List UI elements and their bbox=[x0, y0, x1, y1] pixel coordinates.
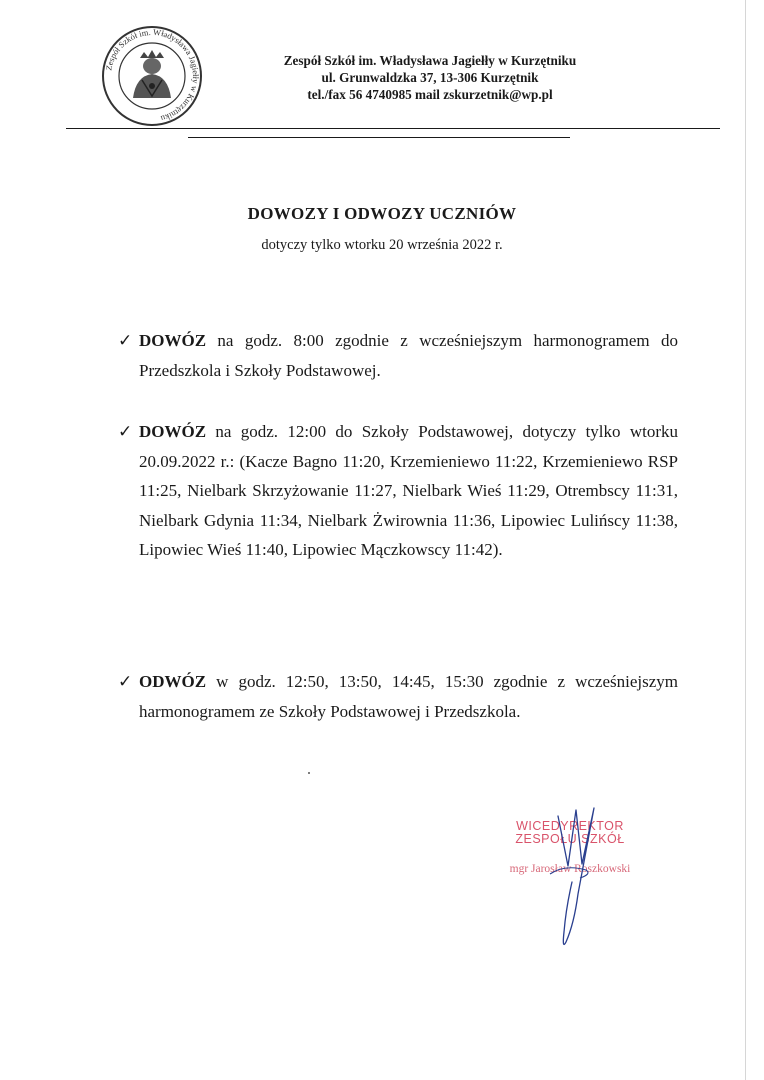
header-rule-short bbox=[188, 137, 570, 138]
item-keyword: DOWÓZ bbox=[139, 422, 207, 441]
handwritten-signature-icon bbox=[520, 804, 620, 954]
school-name: Zespół Szkół im. Władysława Jagiełły w Kurzętniku bbox=[283, 53, 577, 68]
scan-speck bbox=[308, 772, 310, 774]
item-text: w godz. 12:50, 13:50, 14:45, 15:30 zgodnie z wcześniejszym harmonogramem ze Szkoły Podstawowej i Przedszkola. bbox=[139, 672, 678, 721]
stamp-line-school: ZESPOŁU SZKÓŁ bbox=[515, 831, 625, 846]
header-rule-long bbox=[66, 128, 720, 129]
item-keyword: DOWÓZ bbox=[139, 331, 207, 350]
list-item bbox=[118, 667, 678, 726]
school-contact: tel./fax 56 4740985 mail zskurzetnik@wp.pl bbox=[307, 87, 553, 102]
item-text: na godz. 8:00 zgodnie z wcześniejszym harmonogramem do Przedszkola i Szkoły Podstawowej. bbox=[139, 331, 678, 380]
item-keyword: ODWÓZ bbox=[139, 672, 207, 691]
checkmark-icon: ✓ bbox=[118, 672, 133, 691]
page-edge bbox=[745, 0, 746, 1080]
svg-text:Zespół Szkół im. Władysława Ja: Zespół Szkół im. Władysława Jagiełły w Kurzętniku bbox=[103, 26, 202, 124]
stamp-line-title: WICEDYREKTOR bbox=[516, 819, 624, 833]
school-seal-icon bbox=[100, 24, 204, 128]
document-subtitle: dotyczy tylko wtorku 20 września 2022 r. bbox=[261, 237, 503, 253]
stamp-line-name: mgr Jarosław Roszkowski bbox=[509, 863, 631, 875]
checkmark-icon: ✓ bbox=[118, 422, 133, 441]
list-item bbox=[118, 326, 678, 385]
document-title: DOWOZY I ODWOZY UCZNIÓW bbox=[247, 204, 517, 223]
list-item bbox=[118, 417, 678, 565]
checkmark-icon: ✓ bbox=[118, 331, 133, 350]
school-header bbox=[240, 52, 620, 103]
item-text: na godz. 12:00 do Szkoły Podstawowej, dotyczy tylko wtorku 20.09.2022 r.: (Kacze Bagno 11:20, Krzemieniewo 11:22, Krzemieniewo RSP 11:25, Nielbark Skrzyżowanie 11:27, Nielbark Wieś 11:29, Otrembscy 11:31, Nielbark Gdynia 11:34, Nielbark Żwirownia 11:36, Lipowiec Lulińscy 11:38, Lipowiec Wieś 11:40, Lipowiec Mączkowscy 11:42). bbox=[139, 422, 678, 559]
school-address: ul. Grunwaldzka 37, 13-306 Kurzętnik bbox=[321, 70, 539, 85]
